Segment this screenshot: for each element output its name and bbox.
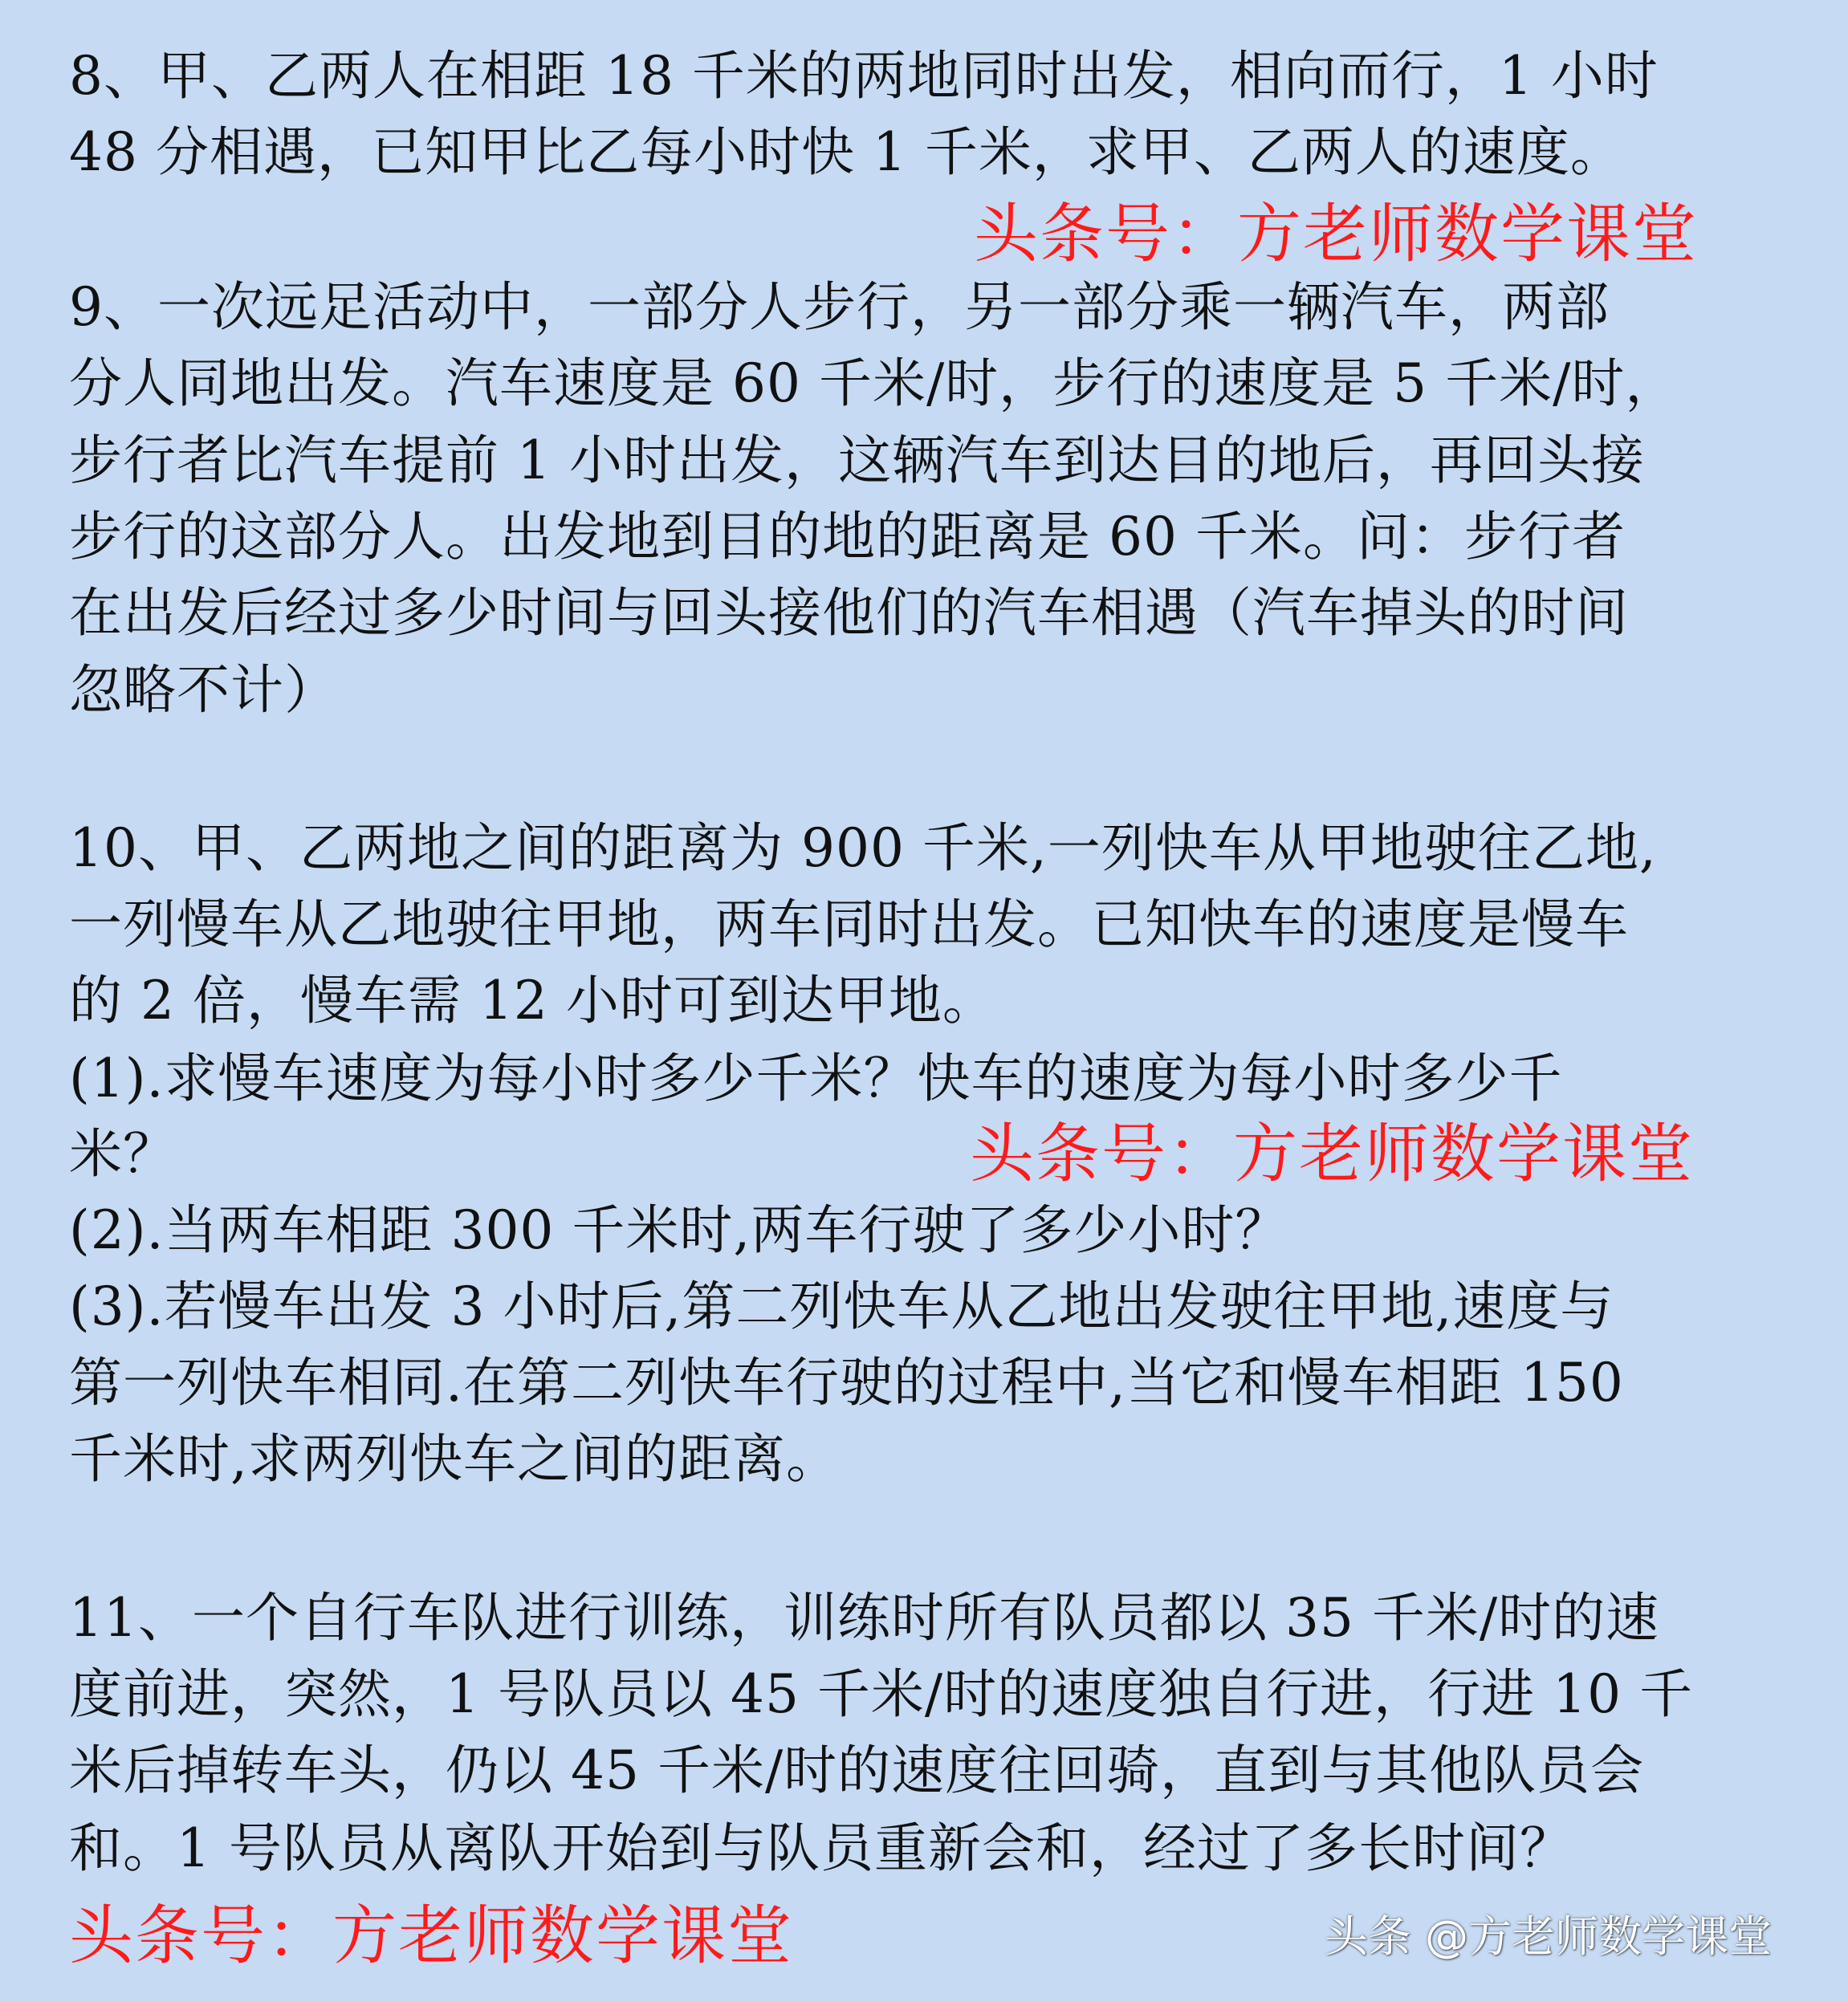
problem-8-line-1: 8、甲、乙两人在相距 18 千米的两地同时出发，相向而行，1 小时: [69, 45, 1659, 107]
problem-11-line-3: 米后掉转车头，仍以 45 千米/时的速度往回骑，直到与其他队员会: [69, 1740, 1645, 1801]
problem-11-line-1: 11、一个自行车队进行训练，训练时所有队员都以 35 千米/时的速: [69, 1587, 1660, 1649]
problem-10-line-3: 的 2 倍，慢车需 12 小时可到达甲地。: [69, 970, 996, 1032]
problem-10-line-9: 千米时,求两列快车之间的距离。: [69, 1428, 840, 1490]
problem-11-line-2: 度前进，突然，1 号队员以 45 千米/时的速度独自行进，行进 10 千: [69, 1663, 1694, 1725]
problem-9-line-2: 分人同地出发。汽车速度是 60 千米/时，步行的速度是 5 千米/时，: [69, 352, 1679, 414]
corner-watermark: 头条 @方老师数学课堂: [1325, 1911, 1773, 1962]
problem-10-line-7: (3).若慢车出发 3 小时后,第二列快车从乙地出发驶往甲地,速度与: [69, 1276, 1614, 1337]
problem-9-line-4: 步行的这部分人。出发地到目的地的距离是 60 千米。问：步行者: [69, 506, 1626, 568]
watermark-bottom: 头条号：方老师数学课堂: [69, 1898, 793, 1973]
watermark-top: 头条号：方老师数学课堂: [974, 197, 1698, 271]
problem-11-line-4: 和。1 号队员从离队开始到与队员重新会和，经过了多长时间？: [69, 1817, 1573, 1879]
problem-10-line-2: 一列慢车从乙地驶往甲地，两车同时出发。已知快车的速度是慢车: [69, 893, 1629, 955]
problem-9-line-6: 忽略不计）: [69, 659, 338, 721]
problem-9-line-1: 9、一次远足活动中，一部分人步行，另一部分乘一辆汽车，两部: [69, 276, 1610, 338]
problem-9-line-3: 步行者比汽车提前 1 小时出发，这辆汽车到达目的地后，再回头接: [69, 429, 1645, 491]
problem-10-line-5: 米？: [69, 1123, 177, 1185]
problem-10-line-1: 10、甲、乙两地之间的距离为 900 千米,一列快车从甲地驶往乙地,: [69, 817, 1657, 879]
problem-8-line-2: 48 分相遇，已知甲比乙每小时快 1 千米，求甲、乙两人的速度。: [69, 121, 1624, 183]
problem-10-line-6: (2).当两车相距 300 千米时,两车行驶了多少小时？: [69, 1199, 1289, 1261]
problem-10-line-4: (1).求慢车速度为每小时多少千米？快车的速度为每小时多少千: [69, 1048, 1563, 1109]
watermark-middle: 头条号：方老师数学课堂: [970, 1117, 1694, 1191]
problem-10-line-8: 第一列快车相同.在第二列快车行驶的过程中,当它和慢车相距 150: [69, 1352, 1624, 1414]
problem-9-line-5: 在出发后经过多少时间与回头接他们的汽车相遇（汽车掉头的时间: [69, 582, 1629, 644]
